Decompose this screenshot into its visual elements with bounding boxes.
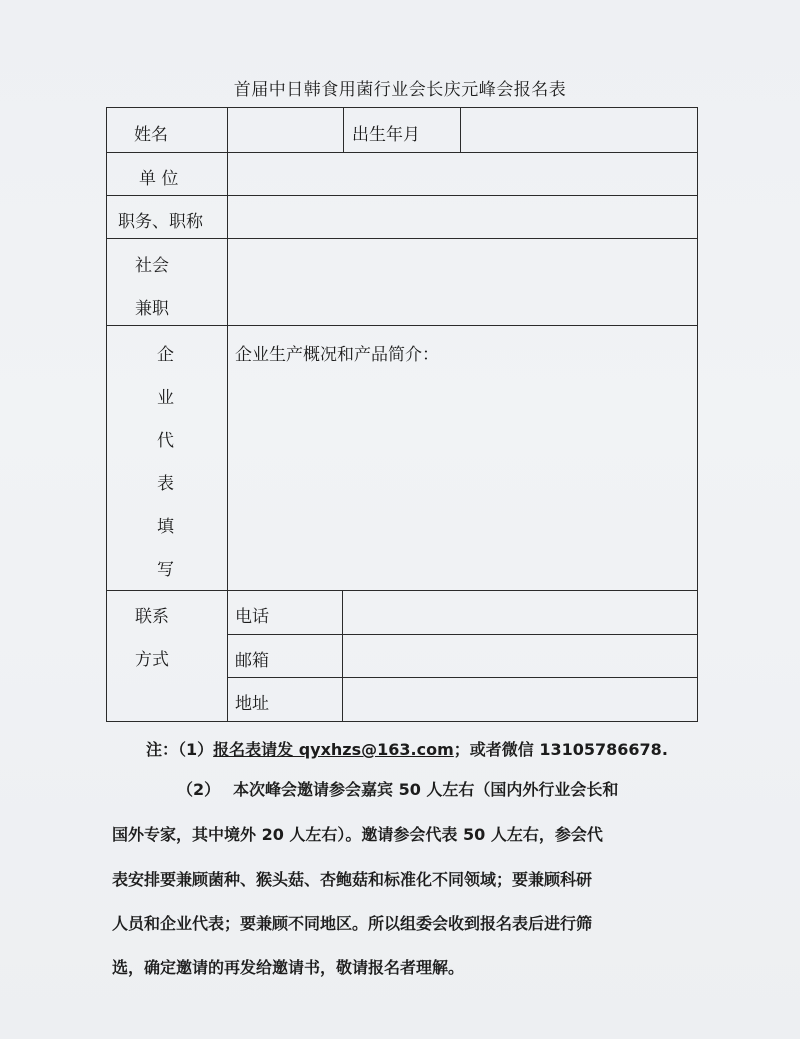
note-1-suffix: ；或者微信 13105786678. [453,740,668,759]
social-position-label-line2: 兼职 [135,299,169,319]
rep-label-char: 写 [157,560,174,580]
contact-label-line2: 方式 [135,650,169,670]
email-label: 邮箱 [235,651,269,671]
registration-form-table [106,107,698,722]
name-label: 姓名 [134,125,168,145]
social-position-label-line1: 社会 [135,256,169,276]
rep-label-char: 企 [157,345,174,365]
rep-label-char: 业 [157,388,174,408]
position-title-label: 职务、职称 [118,212,203,232]
company-intro-label: 企业生产概况和产品简介： [235,345,439,365]
unit-label: 单 位 [139,169,179,189]
birth-date-field[interactable] [460,108,697,152]
position-title-field[interactable] [227,195,697,238]
note-2-line: 国外专家，其中境外 20 人左右）。邀请参会代表 50 人左右，参会代 [112,825,603,844]
birth-date-label: 出生年月 [352,125,420,145]
note-2-index: （2） [177,780,221,799]
contact-label-line1: 联系 [135,607,169,627]
row-divider [107,325,697,326]
note-1-prefix: 注：（1） [146,740,214,759]
phone-field[interactable] [342,590,697,634]
note-1-email[interactable]: 报名表请发 qyxhzs@163.com [213,740,454,759]
email-field[interactable] [342,634,697,677]
note-2-line: 选，确定邀请的再发给邀请书，敬请报名者理解。 [112,958,465,977]
rep-label-char: 填 [157,517,174,537]
rep-label-char: 代 [157,431,174,451]
note-2-line: 本次峰会邀请参会嘉宾 50 人左右（国内外行业会长和 [233,780,619,799]
unit-field[interactable] [227,152,697,195]
form-title: 首届中日韩食用菌行业会长庆元峰会报名表 [233,80,567,100]
name-field[interactable] [227,108,343,152]
address-field[interactable] [342,677,697,721]
company-intro-field[interactable] [227,368,697,590]
column-divider [343,108,344,152]
note-2-line: 人员和企业代表；要兼顾不同地区。所以组委会收到报名表后进行筛 [112,914,593,933]
address-label: 地址 [235,694,269,714]
rep-label-char: 表 [157,474,174,494]
phone-label: 电话 [235,607,269,627]
note-2-line: 表安排要兼顾菌种、猴头菇、杏鲍菇和标准化不同领域；要兼顾科研 [112,870,593,889]
social-position-field[interactable] [227,238,697,325]
note-1 [146,737,668,760]
